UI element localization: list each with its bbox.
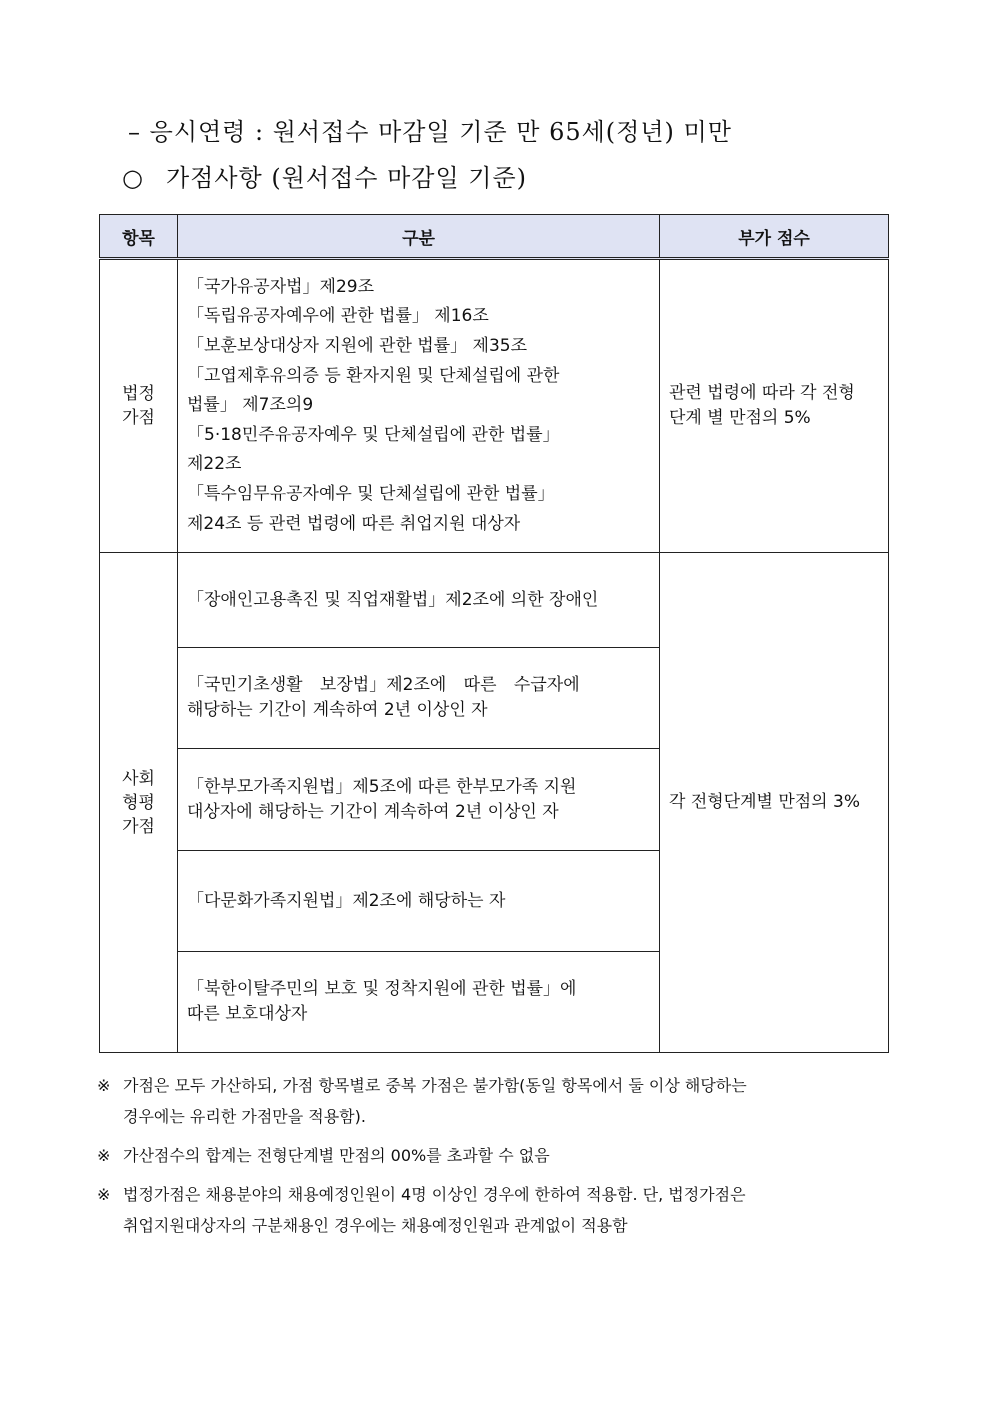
law-reference: 「고엽제후유의증 등 환자지원 및 단체설립에 관한 — [187, 365, 560, 386]
social-item-line: 대상자에 해당하는 기간이 계속하여 2년 이상인 자 — [187, 801, 559, 822]
social-item-cell — [178, 749, 660, 851]
social-item-line: 「국민기초생활 보장법」제2조에 따른 수급자에 — [187, 675, 580, 695]
social-item-line: 「북한이탈주민의 보호 및 정착지원에 관한 법률」에 — [187, 979, 577, 999]
note-line: 법정가점은 채용분야의 채용예정인원이 4명 이상인 경우에 한하여 적용함. 단, 법정가점은 — [123, 1185, 746, 1204]
legal-category-cell — [100, 259, 178, 553]
reference-mark-icon: ※ — [97, 1185, 111, 1204]
category-line: 가점 — [122, 816, 155, 837]
legal-score-cell — [660, 259, 889, 553]
law-reference: 「5‧18민주유공자예우 및 단체설립에 관한 법률」 — [187, 424, 560, 445]
law-reference: 제22조 — [187, 454, 242, 475]
law-reference: 「국가유공자법」제29조 — [187, 276, 375, 297]
law-reference: 「특수임무유공자예우 및 단체설립에 관한 법률」 — [187, 483, 555, 504]
social-item-cell — [178, 952, 660, 1053]
score-line: 단계 별 만점의 5% — [669, 408, 811, 428]
social-item-line: 해당하는 기간이 계속하여 2년 이상인 자 — [187, 700, 488, 720]
note-line: 취업지원대상자의 구분채용인 경우에는 채용예정인원과 관계없이 적용함 — [123, 1216, 628, 1235]
law-reference: 법률」 제7조의9 — [187, 395, 314, 416]
category-line: 사회 — [122, 768, 155, 789]
bonus-heading-line — [122, 158, 527, 193]
note-line: 가산점수의 합계는 전형단계별 만점의 00%를 초과할 수 없음 — [123, 1146, 550, 1165]
note-item — [97, 1179, 897, 1241]
social-item-cell — [178, 553, 660, 648]
social-item-cell — [178, 851, 660, 952]
header-classification: 구분 — [178, 215, 660, 259]
category-line: 법정 — [122, 384, 155, 404]
reference-mark-icon: ※ — [97, 1146, 111, 1165]
header-category: 항목 — [100, 215, 178, 259]
score-line: 관련 법령에 따라 각 전형 — [669, 383, 855, 403]
reference-mark-icon: ※ — [97, 1076, 111, 1095]
note-item — [97, 1140, 897, 1171]
social-item-line: 「다문화가족지원법」제2조에 해당하는 자 — [187, 890, 506, 911]
notes-section — [97, 1070, 897, 1241]
circle-bullet-icon: ○ — [122, 164, 144, 192]
social-item-line: 따른 보호대상자 — [187, 1004, 308, 1024]
note-item — [97, 1070, 897, 1132]
legal-references-cell — [178, 259, 660, 553]
category-line: 형평 — [122, 792, 155, 813]
social-item-line: 「장애인고용촉진 및 직업재활법」제2조에 의한 장애인 — [187, 589, 599, 610]
social-item-cell — [178, 648, 660, 749]
category-line: 가점 — [122, 408, 155, 428]
social-category-cell — [100, 553, 178, 1053]
law-reference: 「독립유공자예우에 관한 법률」 제16조 — [187, 306, 489, 327]
bonus-points-table — [99, 214, 889, 1053]
age-requirement-line: – 응시연령 : 원서접수 마감일 기준 만 65세(정년) 미만 — [128, 118, 732, 146]
note-line: 경우에는 유리한 가점만을 적용함). — [123, 1107, 366, 1126]
law-reference: 제24조 등 관련 법령에 따른 취업지원 대상자 — [187, 513, 521, 534]
note-line: 가점은 모두 가산하되, 가점 항목별로 중복 가점은 불가함(동일 항목에서 둘 이상 해당하는 — [123, 1076, 747, 1095]
header-score: 부가 점수 — [660, 215, 889, 259]
social-score-cell: 각 전형단계별 만점의 3% — [660, 553, 889, 1053]
social-bonus-row — [100, 553, 889, 648]
bonus-heading: 가점사항 (원서접수 마감일 기준) — [166, 164, 528, 192]
law-reference: 「보훈보상대상자 지원에 관한 법률」 제35조 — [187, 336, 527, 357]
legal-bonus-row — [100, 259, 889, 553]
social-item-line: 「한부모가족지원법」제5조에 따른 한부모가족 지원 — [187, 776, 577, 797]
table-header-row — [100, 215, 889, 259]
